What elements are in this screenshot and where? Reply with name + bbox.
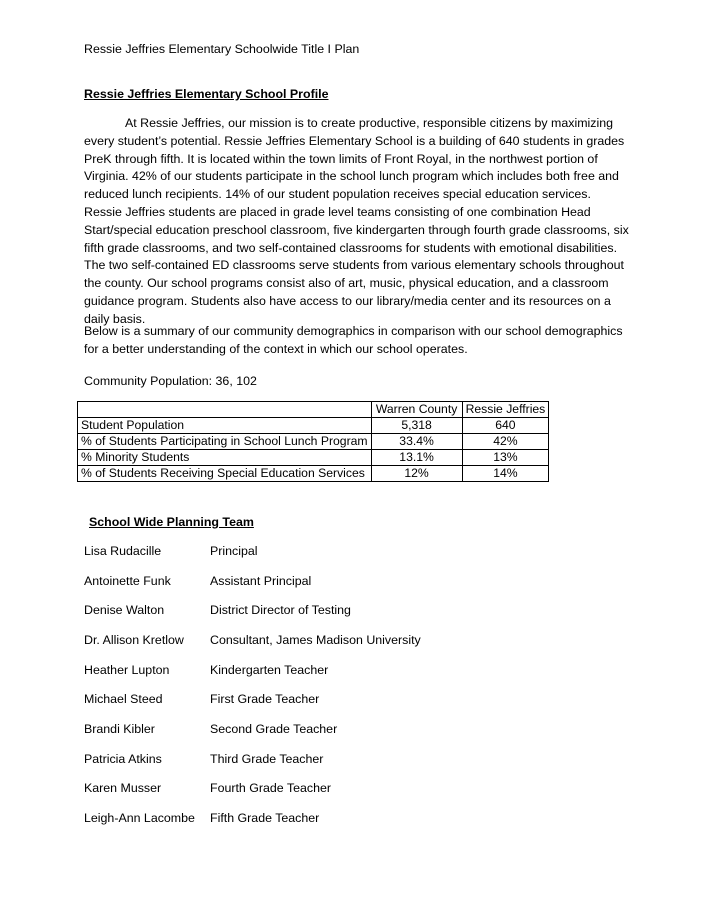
member-name: Karen Musser xyxy=(84,781,162,795)
member-role: First Grade Teacher xyxy=(210,692,320,706)
table-cell: % of Students Receiving Special Education Services xyxy=(78,466,372,482)
community-population: Community Population: 36, 102 xyxy=(84,374,257,388)
table-cell: 12% xyxy=(371,466,462,482)
member-name: Heather Lupton xyxy=(84,663,170,677)
member-name: Antoinette Funk xyxy=(84,574,171,588)
team-title: School Wide Planning Team xyxy=(89,515,254,529)
team-member xyxy=(84,721,604,737)
member-role: Assistant Principal xyxy=(210,574,312,588)
member-role: Consultant, James Madison University xyxy=(210,633,421,647)
team-member xyxy=(84,573,604,589)
team-member xyxy=(84,602,604,618)
demographics-table xyxy=(77,401,549,482)
team-member xyxy=(84,751,604,767)
member-name: Denise Walton xyxy=(84,603,165,617)
team-member xyxy=(84,691,604,707)
team-member xyxy=(84,662,604,678)
table-header-cell xyxy=(78,402,372,418)
member-role: Principal xyxy=(210,544,258,558)
table-cell: % Minority Students xyxy=(78,450,372,466)
table-cell: 640 xyxy=(462,418,549,434)
member-role: Fifth Grade Teacher xyxy=(210,811,320,825)
team-member xyxy=(84,632,604,648)
table-header-row xyxy=(78,402,549,418)
team-member xyxy=(84,543,604,559)
member-name: Lisa Rudacille xyxy=(84,544,162,558)
member-name: Leigh-Ann Lacombe xyxy=(84,811,195,825)
table-row xyxy=(78,418,549,434)
mission-paragraph: At Ressie Jeffries, our mission is to create productive, responsible citizens by maximizing every student’s potential. Ressie Jeffries Elementary School is a building of 640 students in grades PreK through fifth. It is located within the town limits of Front Royal, in the northwest portion of Virginia. 42% of our students participate in the school lunch program which includes both free and reduced lunch recipients. 14% of our student population receives special education services. Ressie Jeffries students are placed in grade level teams consisting of one combination Head Start/special education preschool classroom, five kindergarten through fourth grade classrooms, six fifth grade classrooms, and two self-contained classrooms for students with emotional disabilities. The two self-contained ED classrooms serve students from various elementary schools throughout the county. Our school programs consist also of art, music, physical education, and a classroom guidance program. Students also have access to our library/media center and its resources on a daily basis. xyxy=(84,116,629,326)
member-name: Michael Steed xyxy=(84,692,163,706)
summary-paragraph: Below is a summary of our community demographics in comparison with our school demographics for a better understanding of the context in which our school operates. xyxy=(84,324,623,356)
member-role: Kindergarten Teacher xyxy=(210,663,329,677)
table-cell: Student Population xyxy=(78,418,372,434)
table-cell: 13.1% xyxy=(371,450,462,466)
member-role: Second Grade Teacher xyxy=(210,722,338,736)
table-header-cell: Warren County xyxy=(371,402,462,418)
member-role: Fourth Grade Teacher xyxy=(210,781,331,795)
table-cell: 5,318 xyxy=(371,418,462,434)
team-member xyxy=(84,810,604,826)
table-row xyxy=(78,466,549,482)
member-name: Brandi Kibler xyxy=(84,722,155,736)
member-role: District Director of Testing xyxy=(210,603,351,617)
member-name: Dr. Allison Kretlow xyxy=(84,633,184,647)
table-cell: % of Students Participating in School Lunch Program xyxy=(78,434,372,450)
table-cell: 42% xyxy=(462,434,549,450)
table-cell: 14% xyxy=(462,466,549,482)
table-row xyxy=(78,434,549,450)
profile-title: Ressie Jeffries Elementary School Profile xyxy=(84,87,329,101)
table-cell: 13% xyxy=(462,450,549,466)
table-cell: 33.4% xyxy=(371,434,462,450)
table-row xyxy=(78,450,549,466)
table-header-cell: Ressie Jeffries xyxy=(462,402,549,418)
member-name: Patricia Atkins xyxy=(84,752,162,766)
team-member xyxy=(84,780,604,796)
member-role: Third Grade Teacher xyxy=(210,752,324,766)
page-header: Ressie Jeffries Elementary Schoolwide Title I Plan xyxy=(84,42,360,56)
